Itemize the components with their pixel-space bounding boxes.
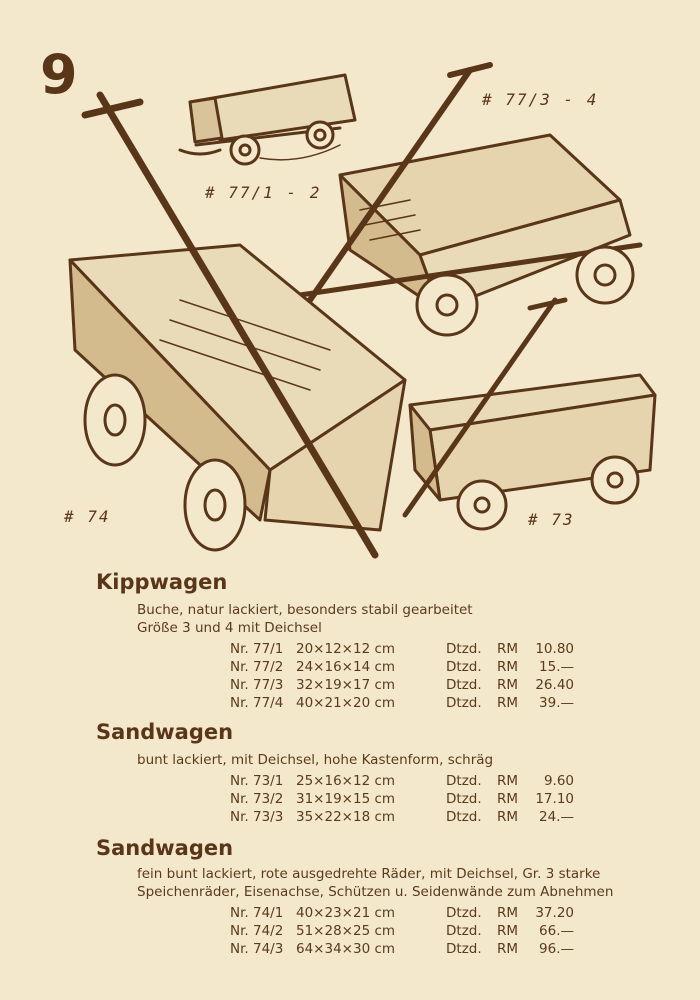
- tipper-wagon-small-illustration: [180, 75, 355, 164]
- table-row: [0, 905, 700, 923]
- item-currency: RM: [497, 905, 519, 921]
- item-currency: RM: [497, 791, 519, 807]
- label-74: # 74: [64, 507, 111, 526]
- item-price: 10.80: [535, 641, 574, 657]
- item-size: 40×23×21 cm: [296, 905, 396, 921]
- item-number: Nr. 77/4: [230, 695, 284, 711]
- item-number: Nr. 77/3: [230, 677, 284, 693]
- label-73: # 73: [528, 510, 575, 529]
- wagon-illustrations: [0, 43, 700, 570]
- item-size: 25×16×12 cm: [296, 773, 396, 789]
- table-row: [0, 941, 700, 959]
- item-currency: RM: [497, 773, 519, 789]
- item-currency: RM: [497, 641, 519, 657]
- item-price: 96.—: [539, 941, 574, 957]
- item-currency: RM: [497, 659, 519, 675]
- item-unit: Dtzd.: [446, 695, 482, 711]
- item-unit: Dtzd.: [446, 677, 482, 693]
- section-description: fein bunt lackiert, rote ausgedrehte Räder, mit Deichsel, Gr. 3 starke: [137, 866, 601, 882]
- item-price: 17.10: [535, 791, 574, 807]
- sand-wagon-74-illustration: [70, 95, 405, 555]
- item-number: Nr. 74/1: [230, 905, 284, 921]
- section-title: Kippwagen: [96, 570, 228, 594]
- item-size: 51×28×25 cm: [296, 923, 396, 939]
- table-row: [0, 773, 700, 791]
- table-row: [0, 677, 700, 695]
- page-number: 9: [40, 43, 78, 106]
- item-price: 26.40: [535, 677, 574, 693]
- item-size: 32×19×17 cm: [296, 677, 396, 693]
- section-title: Sandwagen: [96, 836, 234, 860]
- item-price: 37.20: [535, 905, 574, 921]
- item-number: Nr. 77/1: [230, 641, 284, 657]
- item-currency: RM: [497, 677, 519, 693]
- item-unit: Dtzd.: [446, 809, 482, 825]
- item-size: 24×16×14 cm: [296, 659, 396, 675]
- item-currency: RM: [497, 941, 519, 957]
- item-currency: RM: [497, 695, 519, 711]
- item-number: Nr. 74/2: [230, 923, 284, 939]
- item-size: 20×12×12 cm: [296, 641, 396, 657]
- section-description: Speichenräder, Eisenachse, Schützen u. Seidenwände zum Abnehmen: [137, 884, 614, 900]
- item-size: 64×34×30 cm: [296, 941, 396, 957]
- item-number: Nr. 77/2: [230, 659, 284, 675]
- item-unit: Dtzd.: [446, 791, 482, 807]
- item-currency: RM: [497, 809, 519, 825]
- item-number: Nr. 73/2: [230, 791, 284, 807]
- item-size: 31×19×15 cm: [296, 791, 396, 807]
- label-77-3-4: # 77/3 - 4: [482, 90, 599, 109]
- table-row: [0, 659, 700, 677]
- table-row: [0, 809, 700, 827]
- section-description: Buche, natur lackiert, besonders stabil gearbeitet: [137, 602, 473, 618]
- item-price: 9.60: [543, 773, 574, 789]
- item-unit: Dtzd.: [446, 659, 482, 675]
- item-price: 39.—: [539, 695, 574, 711]
- section-title: Sandwagen: [96, 720, 234, 744]
- table-row: [0, 791, 700, 809]
- table-row: [0, 641, 700, 659]
- item-number: Nr. 73/1: [230, 773, 284, 789]
- item-price: 15.—: [539, 659, 574, 675]
- section-description: Größe 3 und 4 mit Deichsel: [137, 620, 322, 636]
- item-size: 40×21×20 cm: [296, 695, 396, 711]
- section-description: bunt lackiert, mit Deichsel, hohe Kastenform, schräg: [137, 752, 494, 768]
- item-number: Nr. 73/3: [230, 809, 284, 825]
- item-number: Nr. 74/3: [230, 941, 284, 957]
- item-price: 66.—: [539, 923, 574, 939]
- item-unit: Dtzd.: [446, 905, 482, 921]
- item-size: 35×22×18 cm: [296, 809, 396, 825]
- item-currency: RM: [497, 923, 519, 939]
- label-77-1-2: # 77/1 - 2: [205, 183, 322, 202]
- item-unit: Dtzd.: [446, 773, 482, 789]
- item-unit: Dtzd.: [446, 641, 482, 657]
- table-row: [0, 695, 700, 713]
- item-unit: Dtzd.: [446, 923, 482, 939]
- item-price: 24.—: [539, 809, 574, 825]
- item-unit: Dtzd.: [446, 941, 482, 957]
- table-row: [0, 923, 700, 941]
